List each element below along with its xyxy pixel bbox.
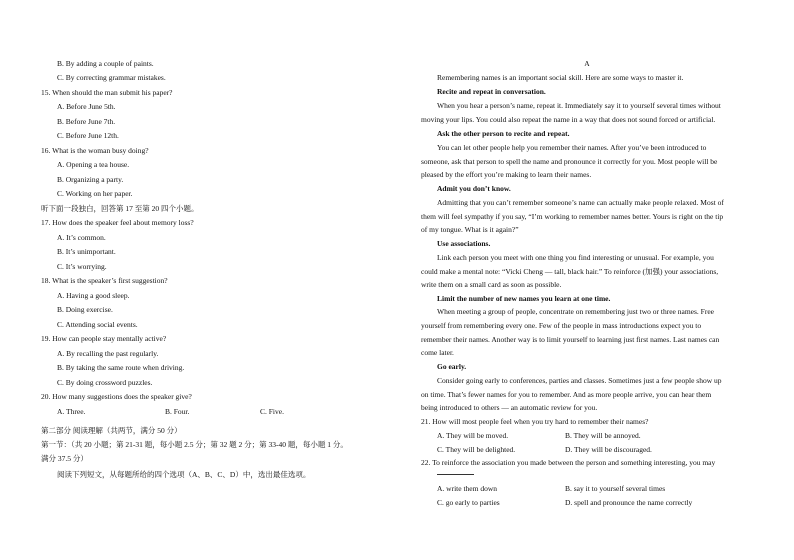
p5-line2: yourself from remembering every one. Few of the people in mass introductions expect you to xyxy=(421,321,702,330)
q21-option-a: A. They will be moved. xyxy=(437,431,509,440)
q16-option-b: B. Organizing a party. xyxy=(57,175,124,184)
q18-option-a: A. Having a good sleep. xyxy=(57,291,130,300)
p1-line2: moving your lips. You could also repeat the name in a way that does not sound forced or artificial. xyxy=(421,115,716,124)
q22-answer-blank xyxy=(437,474,474,475)
p1-line1: When you hear a person’s name, repeat it. Immediately say it to yourself several times without xyxy=(437,101,721,110)
p2-line3: pleased by the effort you’re making to learn their names. xyxy=(421,170,592,179)
p3-line3: of my tongue. What is it again?” xyxy=(421,225,519,234)
q19-stem: 19. How can people stay mentally active? xyxy=(41,334,167,343)
q22-option-d: D. spell and pronounce the name correctly xyxy=(565,498,693,507)
passage-label: A xyxy=(584,59,590,68)
q21-option-d: D. They will be discouraged. xyxy=(565,445,652,454)
q17-option-c: C. It’s worrying. xyxy=(57,262,107,271)
q21-option-c: C. They will be delighted. xyxy=(437,445,516,454)
q18-stem: 18. What is the speaker’s first suggestion? xyxy=(41,276,168,285)
heading-recite-repeat: Recite and repeat in conversation. xyxy=(437,87,546,96)
q19-option-b: B. By taking the same route when driving. xyxy=(57,363,185,372)
q17-stem: 17. How does the speaker feel about memory loss? xyxy=(41,218,194,227)
q20-option-c: C. Five. xyxy=(260,407,284,416)
heading-associations: Use associations. xyxy=(437,239,491,248)
q22-option-b: B. say it to yourself several times xyxy=(565,484,666,493)
q15-option-b: B. Before June 7th. xyxy=(57,117,116,126)
q19-option-c: C. By doing crossword puzzles. xyxy=(57,378,153,387)
q14-option-b: B. By adding a couple of paints. xyxy=(57,59,154,68)
p4-line1: Link each person you meet with one thing you find interesting or unusual. For example, you xyxy=(437,253,714,262)
q19-option-a: A. By recalling the past regularly. xyxy=(57,349,159,358)
p2-line1: You can let other people help you remember their names. After you’ve been introduced to xyxy=(437,143,707,152)
p4-line3: write them on a small card as soon as possible. xyxy=(421,280,562,289)
p5-line3: remember their names. Another way is to limit yourself to learning just first names. Last names can xyxy=(421,335,720,344)
q16-option-c: C. Working on her paper. xyxy=(57,189,133,198)
q21-stem: 21. How will most people feel when you try hard to remember their names? xyxy=(421,417,649,426)
part2-title: 第二部分 阅读理解（共两节，满分 50 分） xyxy=(41,426,182,435)
section1-line2: 满分 37.5 分） xyxy=(41,454,88,463)
q18-option-c: C. Attending social events. xyxy=(57,320,138,329)
listening-instruction: 听下面一段独白，回答第 17 至第 20 四个小题。 xyxy=(41,204,199,213)
q15-option-c: C. Before June 12th. xyxy=(57,131,119,140)
p5-line1: When meeting a group of people, concentrate on remembering just two or three names. Free xyxy=(437,307,714,316)
p4-line2: could make a mental note: “Vicki Cheng — tall, black hair.” To reinforce (加强) your associations, xyxy=(421,267,719,276)
reading-instruction: 阅读下列短文，从每题所给的四个选项（A、B、C、D）中，选出最佳选项。 xyxy=(57,470,311,479)
section1-line1: 第一节：（共 20 小题；第 21-31 题，每小题 2.5 分；第 32 题 2 分；第 33-40 题，每小题 1 分。 xyxy=(41,440,348,449)
q15-option-a: A. Before June 5th. xyxy=(57,102,116,111)
q20-stem: 20. How many suggestions does the speaker give? xyxy=(41,392,192,401)
q17-option-a: A. It’s common. xyxy=(57,233,106,242)
q18-option-b: B. Doing exercise. xyxy=(57,305,113,314)
passage-intro: Remembering names is an important social skill. Here are some ways to master it. xyxy=(437,73,684,82)
q17-option-b: B. It’s unimportant. xyxy=(57,247,116,256)
q16-option-a: A. Opening a tea house. xyxy=(57,160,130,169)
q21-option-b: B. They will be annoyed. xyxy=(565,431,641,440)
p6-line3: being introduced to others — an automatic review for you. xyxy=(421,403,598,412)
heading-ask-other: Ask the other person to recite and repeat. xyxy=(437,129,570,138)
p6-line2: on time. That’s fewer names for you to remember. And as more people arrive, you can hear them xyxy=(421,390,712,399)
q22-stem: 22. To reinforce the association you made between the person and something interesting, you may xyxy=(421,458,716,467)
heading-limit: Limit the number of new names you learn at one time. xyxy=(437,294,611,303)
q15-stem: 15. When should the man submit his paper? xyxy=(41,88,173,97)
q22-option-c: C. go early to parties xyxy=(437,498,500,507)
heading-admit: Admit you don’t know. xyxy=(437,184,511,193)
q20-option-b: B. Four. xyxy=(165,407,190,416)
p3-line2: them will feel sympathy if you say, “I’m working to remember names better. Yours is right on the tip xyxy=(421,212,724,221)
heading-go-early: Go early. xyxy=(437,362,467,371)
q16-stem: 16. What is the woman busy doing? xyxy=(41,146,149,155)
p3-line1: Admitting that you can’t remember someone’s name can actually make people relaxed. Most of xyxy=(437,198,724,207)
p5-line4: come later. xyxy=(421,348,454,357)
p6-line1: Consider going early to conferences, parties and classes. Sometimes just a few people show up xyxy=(437,376,722,385)
p2-line2: someone, ask that person to spell the name and pronounce it correctly for you. Most people will be xyxy=(421,157,718,166)
q14-option-c: C. By correcting grammar mistakes. xyxy=(57,73,166,82)
q20-option-a: A. Three. xyxy=(57,407,86,416)
q22-option-a: A. write them down xyxy=(437,484,497,493)
